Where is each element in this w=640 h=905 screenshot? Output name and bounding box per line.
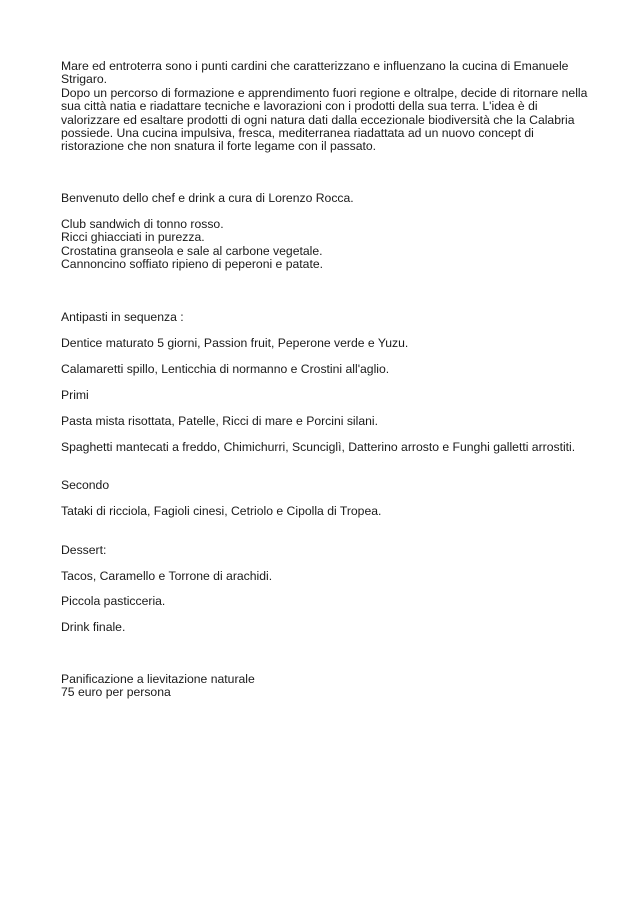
secondo-section (61, 479, 586, 518)
welcome-item: Club sandwich di tonno rosso. (61, 216, 224, 231)
spacer (61, 377, 586, 390)
chef-introduction (61, 60, 586, 154)
spacer (61, 154, 586, 192)
dessert-section (61, 544, 586, 635)
primi-item: Spaghetti mantecati a freddo, Chimichurri, Scunciglì, Datterino arrosto e Funghi galletti arrostiti. (61, 439, 576, 454)
antipasti-item: Calamaretti spillo, Lenticchia di normanno e Crostini all'aglio. (61, 362, 390, 377)
secondo-item: Tataki di ricciola, Fagioli cinesi, Cetriolo e Cipolla di Tropea. (61, 504, 382, 519)
spacer (61, 557, 586, 570)
welcome-title: Benvenuto dello chef e drink a cura di Lorenzo Rocca. (61, 190, 354, 205)
bread-note: Panificazione a lievitazione naturale (61, 671, 255, 686)
antipasti-section (61, 311, 586, 376)
dessert-item: Piccola pasticceria. (61, 594, 166, 609)
intro-line: Mare ed entroterra sono i punti cardini che caratterizzano e influenzano la cucina di Emanuele (61, 59, 569, 73)
price-note: 75 euro per persona (61, 685, 171, 700)
spacer (61, 519, 586, 544)
spacer (61, 454, 586, 479)
intro-line: possiede. Una cucina impulsiva, fresca, mediterranea riadattata ad un nuovo concept di (61, 126, 534, 141)
dessert-item: Tacos, Caramello e Torrone di arachidi. (61, 568, 273, 583)
dessert-heading: Dessert: (61, 542, 107, 557)
welcome-item: Crostatina granseola e sale al carbone vegetale. (61, 243, 323, 258)
intro-line: sua città natia e riadattare tecniche e lavorazioni con i prodotti della sua terra. L'idea è di (61, 99, 538, 114)
antipasti-item: Dentice maturato 5 giorni, Passion fruit, Peperone verde e Yuzu. (61, 336, 409, 351)
primi-item: Pasta mista risottata, Patelle, Ricci di mare e Porcini silani. (61, 414, 378, 428)
secondo-heading: Secondo (61, 478, 110, 493)
antipasti-heading: Antipasti in sequenza : (61, 310, 184, 325)
intro-line: valorizzare ed esaltare prodotti di ogni natura dati dalla eccezionale biodiversità che la Calabria (61, 112, 575, 127)
welcome-section (61, 192, 586, 272)
spacer (61, 205, 586, 218)
welcome-item: Cannoncino soffiato ripieno di peperoni e patate. (61, 256, 323, 271)
spacer (61, 609, 586, 622)
primi-section (61, 389, 586, 454)
welcome-item: Ricci ghiacciati in purezza. (61, 230, 205, 245)
footer-section (61, 673, 586, 700)
spacer (61, 635, 586, 673)
intro-line: ristorazione che non snatura il forte legame con il passato. (61, 139, 377, 154)
intro-line: Strigaro. (61, 72, 108, 87)
spacer (61, 271, 586, 311)
dessert-item: Drink finale. (61, 620, 126, 635)
menu-page (61, 60, 586, 700)
primi-heading: Primi (61, 388, 89, 403)
intro-line: Dopo un percorso di formazione e apprendimento fuori regione e oltralpe, decide di ritornare nella (61, 85, 588, 100)
